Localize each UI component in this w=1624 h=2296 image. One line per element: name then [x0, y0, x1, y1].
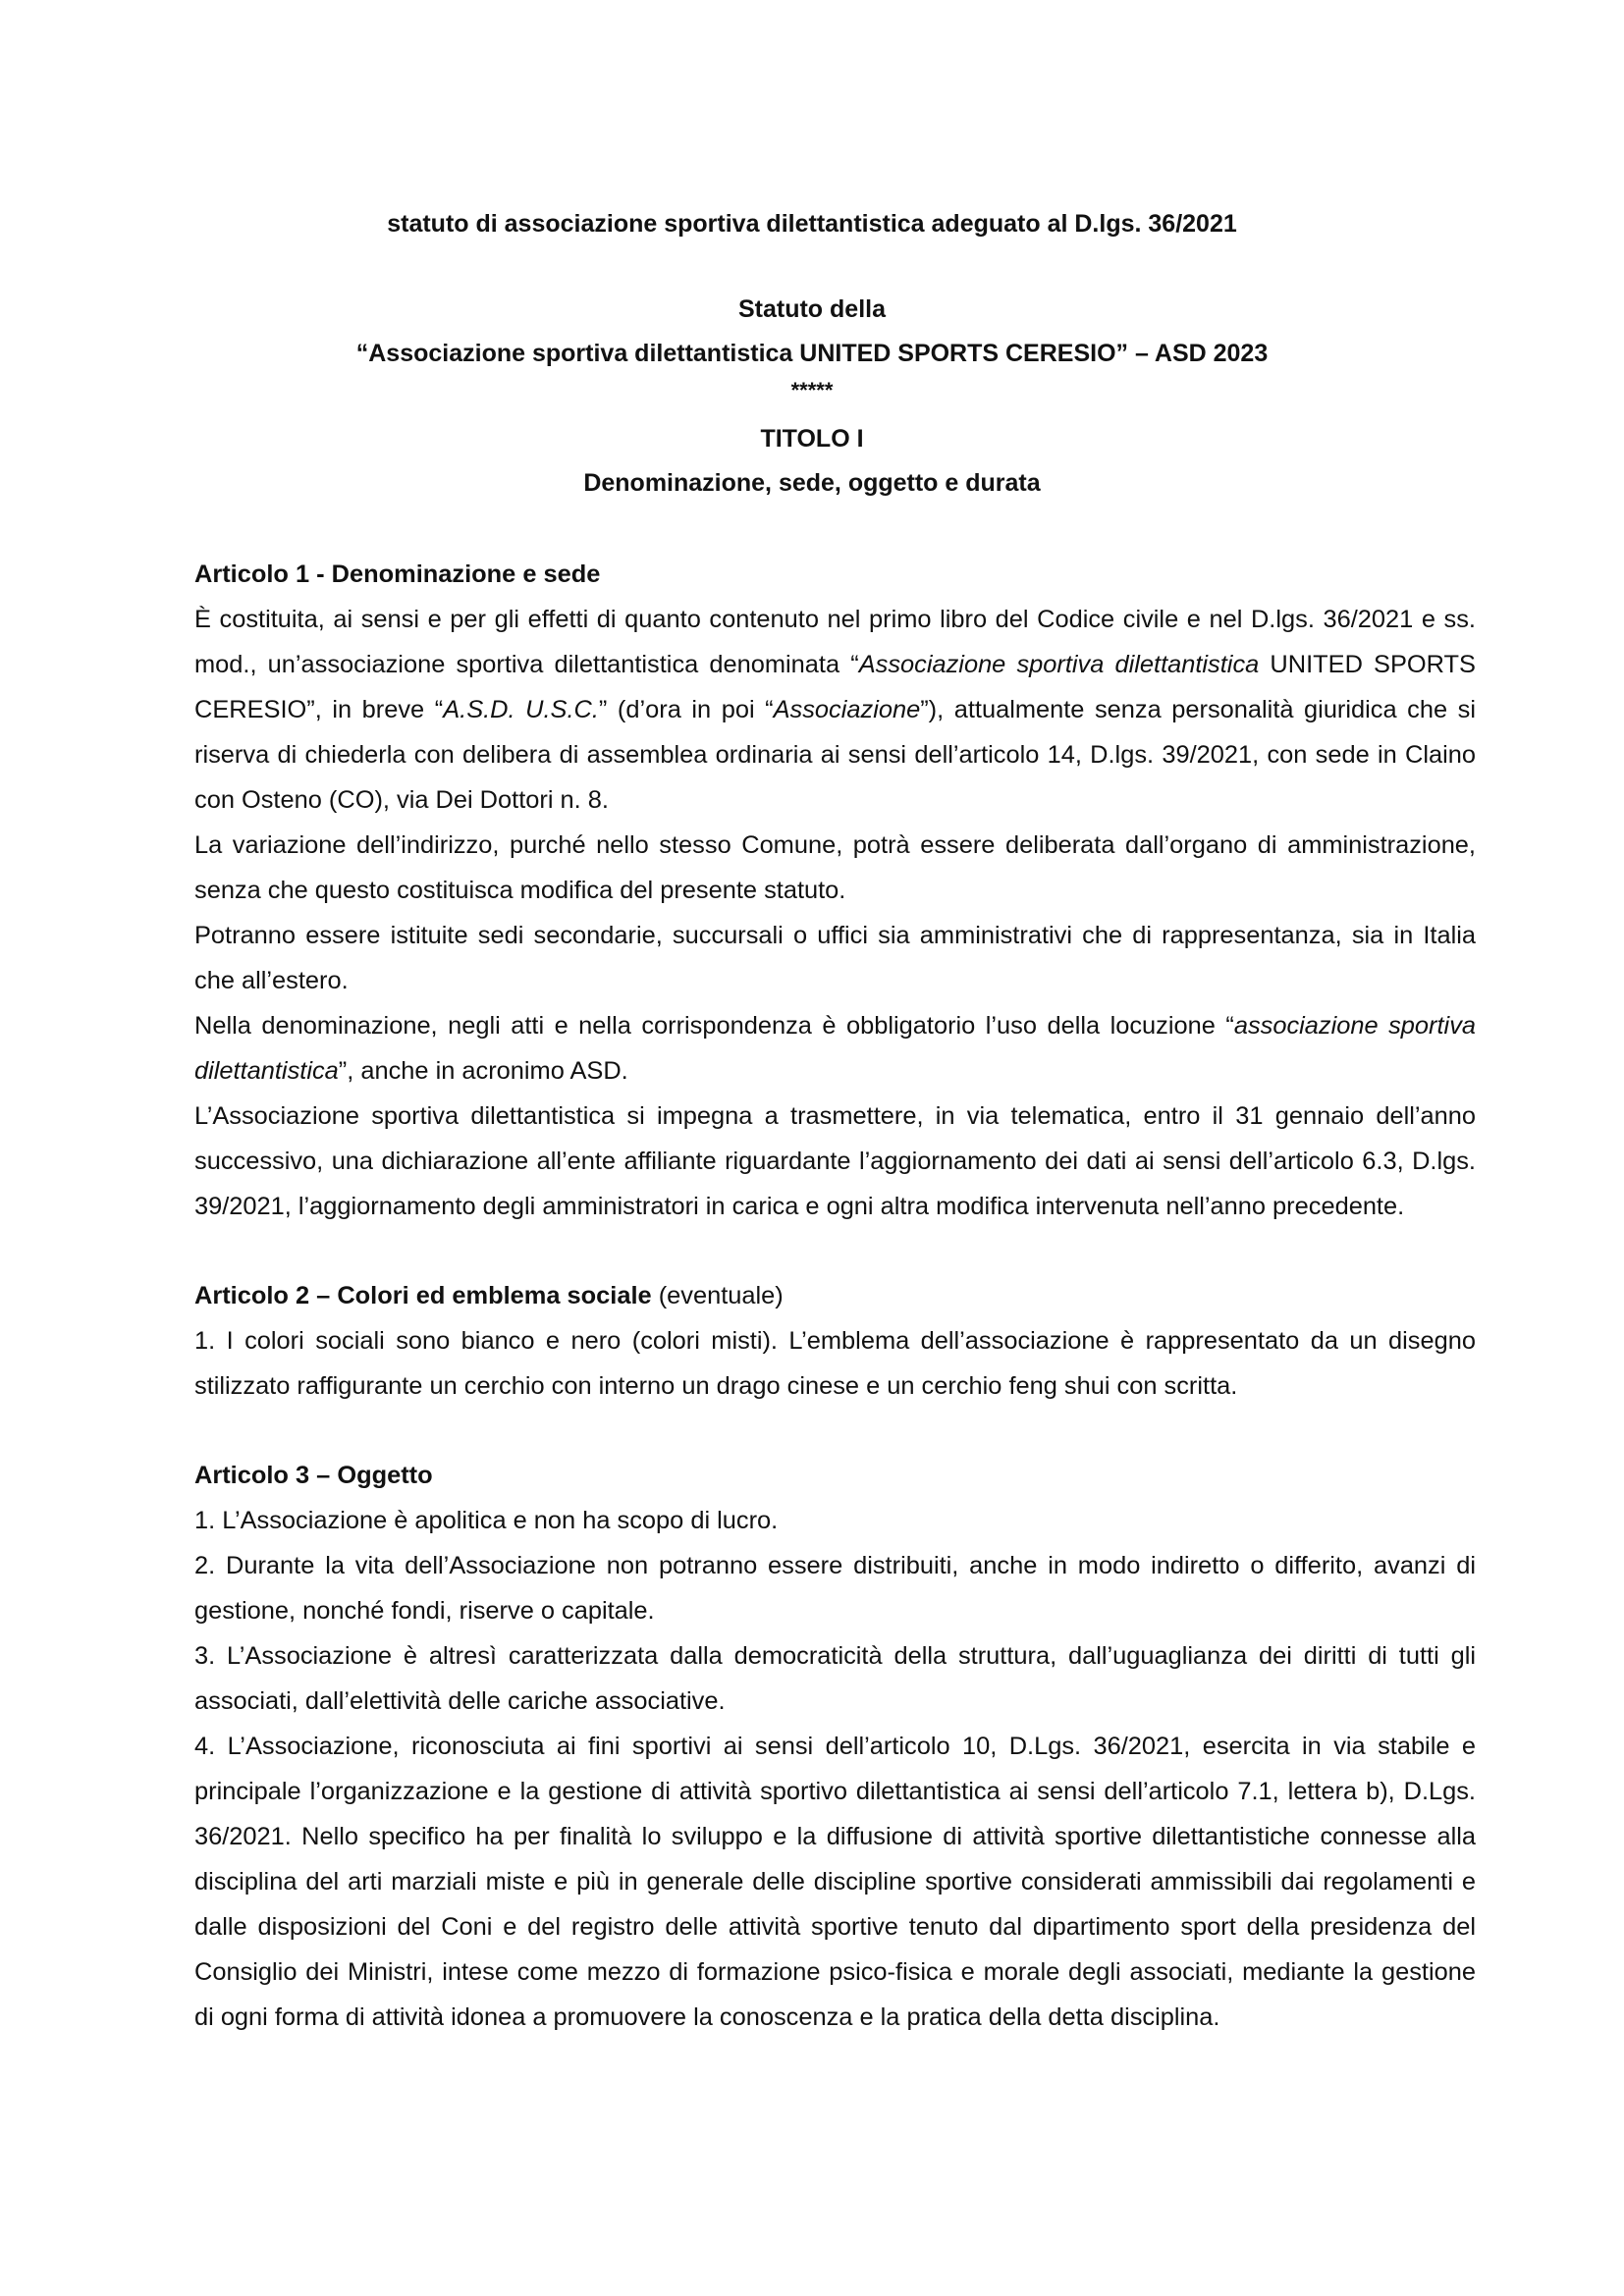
separator-stars: ***** — [790, 378, 834, 402]
article-1-paragraph-2: La variazione dell’indirizzo, purché nello stesso Comune, potrà essere deliberata dall’organo di amministrazione, senza che questo costituisca modifica del presente statuto. — [194, 831, 1476, 904]
document-title: statuto di associazione sportiva dilettantistica adeguato al D.lgs. 36/2021 — [387, 210, 1237, 238]
association-name: “Associazione sportiva dilettantistica UNITED SPORTS CERESIO” – ASD 2023 — [355, 340, 1269, 367]
article-3-paragraph-4: 4. L’Associazione, riconosciuta ai fini sportivi ai sensi dell’articolo 10, D.Lgs. 36/2021, esercita in via stabile e principale l’organizzazione e la gestione di attività sportivo dilettantistica ai sensi dell’articolo 7.1, lettera b), D.Lgs. 36/2021. Nello specifico ha per finalità lo sviluppo e la diffusione di attività sportive dilettantistiche connesse alla disciplina del arti marziali miste e più in generale delle discipline sportive considerati ammissibili dai regolamenti e dalle disposizioni del Coni e del registro delle attività sportive tenuto dal dipartimento sport della presidenza del Consiglio dei Ministri, intese come mezzo di formazione psico-fisica e morale degli associati, mediante la gestione di ogni forma di attività idonea a promuovere la conoscenza e la pratica della detta disciplina. — [194, 1733, 1476, 2031]
article-3-paragraph-3: 3. L’Associazione è altresì caratterizzata dalla democraticità della struttura, dall’uguaglianza dei diritti di tutti gli associati, dall’elettività delle cariche associative. — [194, 1642, 1476, 1715]
titolo-subheading: Denominazione, sede, oggetto e durata — [583, 469, 1041, 497]
article-3-heading: Articolo 3 – Oggetto — [194, 1462, 433, 1489]
article-1-paragraph-4: Nella denominazione, negli atti e nella corrispondenza è obbligatorio l’uso della locuzione “associazione sportiva dilettantistica”, anche in acronimo ASD. — [194, 1012, 1477, 1085]
article-2-heading: Articolo 2 – Colori ed emblema sociale (eventuale) — [194, 1282, 784, 1309]
article-1-paragraph-5: L’Associazione sportiva dilettantistica si impegna a trasmettere, in via telematica, entro il 31 gennaio dell’anno successivo, una dichiarazione all’ente affiliante riguardante l’aggiornamento dei dati ai sensi dell’articolo 6.3, D.lgs. 39/2021, l’aggiornamento degli amministratori in carica e ogni altra modifica intervenuta nell’anno precedente. — [194, 1102, 1476, 1220]
article-3-paragraph-1: 1. L’Associazione è apolitica e non ha scopo di lucro. — [194, 1507, 779, 1534]
article-1-paragraph-1: È costituita, ai sensi e per gli effetti di quanto contenuto nel primo libro del Codice civile e nel D.lgs. 36/2021 e ss. mod., un’associazione sportiva dilettantistica denominata “Associazione sportiva dilettantistica UNITED SPORTS CERESIO”, in breve “A.S.D. U.S.C.” (d’ora in poi “Associazione”), attualmente senza personalità giuridica che si riserva di chiederla con delibera di assemblea ordinaria ai sensi dell’articolo 14, D.lgs. 39/2021, con sede in Claino con Osteno (CO), via Dei Dottori n. 8. — [194, 606, 1476, 814]
article-2-paragraph-1: 1. I colori sociali sono bianco e nero (colori misti). L’emblema dell’associazione è rappresentato da un disegno stilizzato raffigurante un cerchio con interno un drago cinese e un cerchio feng shui con scritta. — [194, 1327, 1476, 1400]
statuto-heading: Statuto della — [737, 295, 886, 323]
titolo-heading: TITOLO I — [760, 425, 864, 453]
document-body — [194, 552, 1476, 2040]
article-1-paragraph-3: Potranno essere istituite sedi secondarie, succursali o uffici sia amministrativi che di rappresentanza, sia in Italia che all’estero. — [194, 922, 1476, 994]
article-1-heading: Articolo 1 - Denominazione e sede — [194, 561, 601, 588]
article-3-paragraph-2: 2. Durante la vita dell’Associazione non potranno essere distribuiti, anche in modo indiretto o differito, avanzi di gestione, nonché fondi, riserve o capitale. — [194, 1552, 1476, 1625]
